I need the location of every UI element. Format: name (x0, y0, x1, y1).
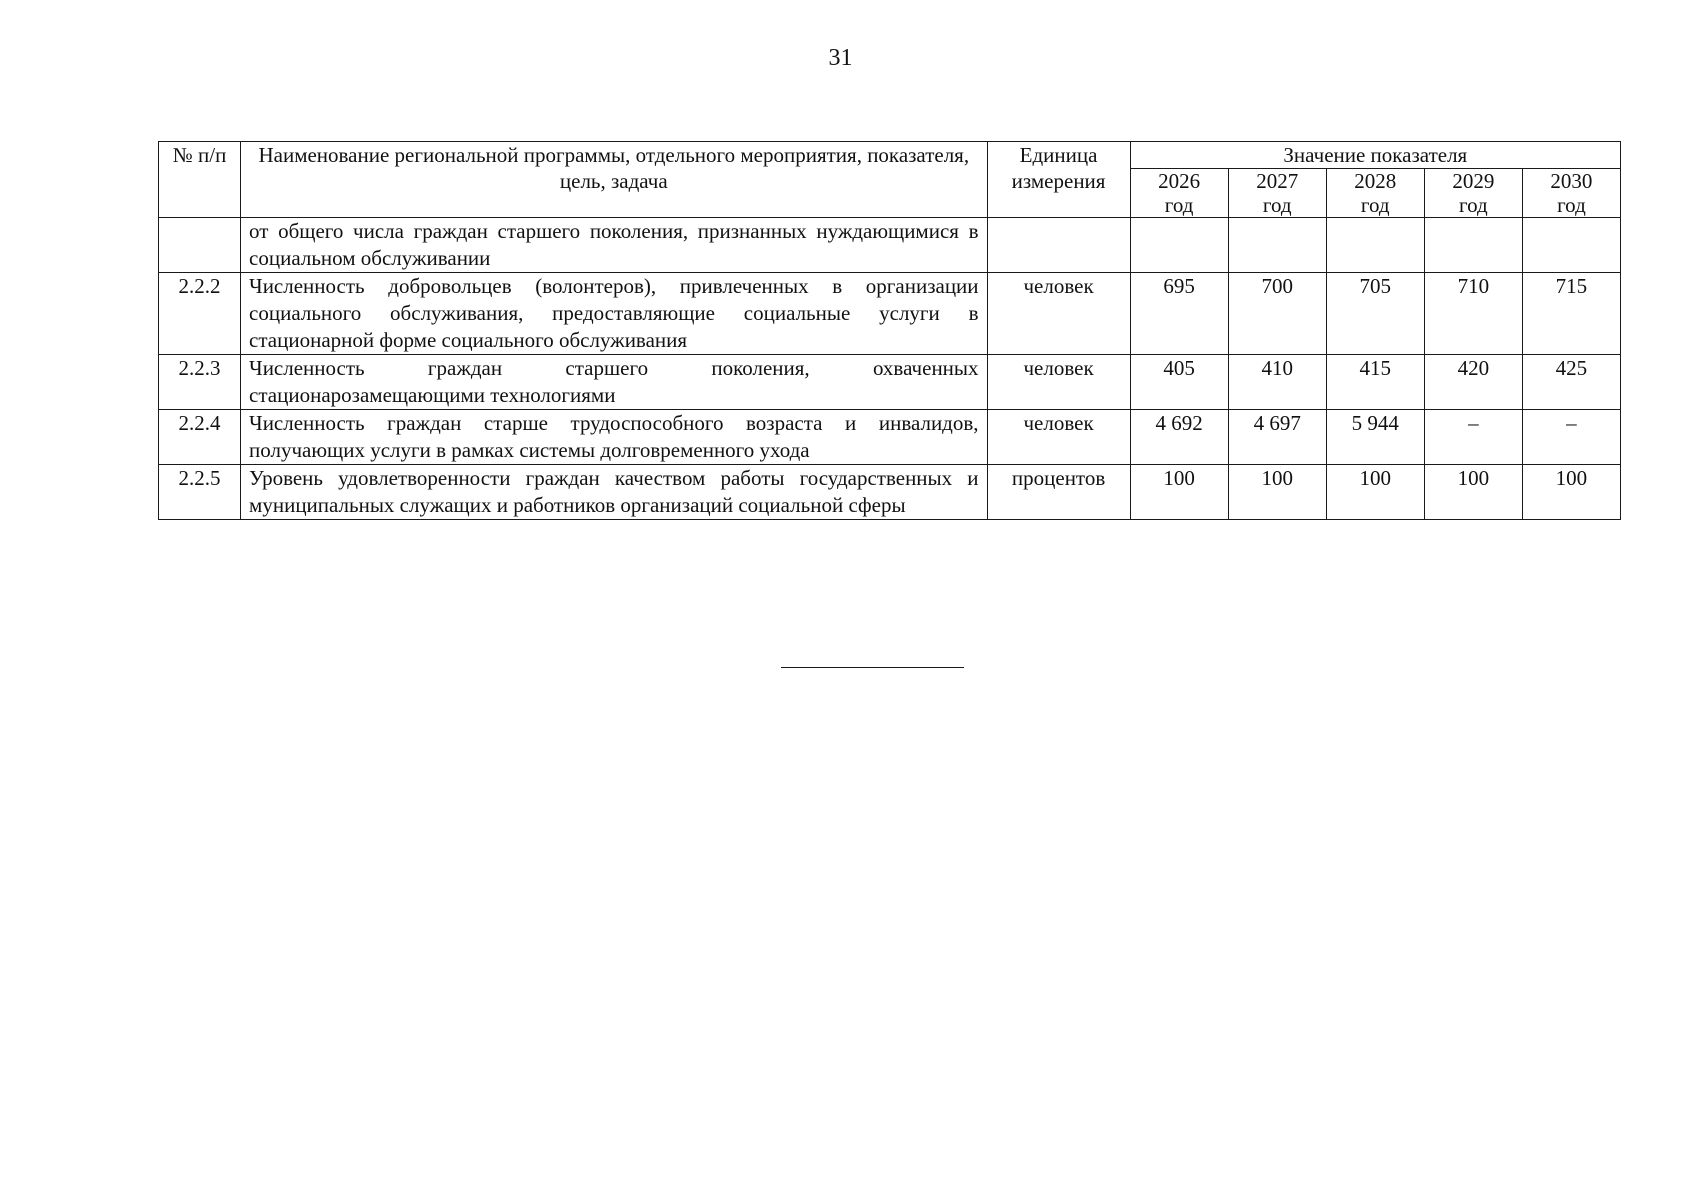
row-name: Уровень удовлетворенности граждан качеством работы государственных и муниципальных служащих и работников организаций социальной сферы (241, 465, 987, 520)
row-value-2027: 100 (1228, 465, 1326, 520)
row-value-2029: – (1424, 410, 1522, 465)
table-row (159, 355, 1621, 410)
header-year-number: 2026 (1158, 169, 1201, 193)
header-num: № п/п (159, 142, 241, 218)
row-value-2028 (1326, 218, 1424, 273)
row-name: Численность граждан старшего поколения, охваченных стационарозамещающими технологиями (241, 355, 987, 410)
row-unit: человек (987, 273, 1130, 355)
header-year-number: 2030 (1550, 169, 1593, 193)
row-num: 2.2.4 (159, 410, 241, 465)
row-value-2028: 705 (1326, 273, 1424, 355)
row-value-2030: – (1522, 410, 1620, 465)
row-value-2026: 405 (1130, 355, 1228, 410)
table-row (159, 410, 1621, 465)
row-value-2030: 425 (1522, 355, 1620, 410)
row-num: 2.2.2 (159, 273, 241, 355)
row-value-2029 (1424, 218, 1522, 273)
row-value-2027: 4 697 (1228, 410, 1326, 465)
header-value-group: Значение показателя (1130, 142, 1620, 169)
row-value-2028: 5 944 (1326, 410, 1424, 465)
row-value-2027: 410 (1228, 355, 1326, 410)
header-year-unit: год (1458, 193, 1488, 217)
row-num: 2.2.3 (159, 355, 241, 410)
header-year-2027 (1228, 169, 1326, 218)
row-unit (987, 218, 1130, 273)
row-value-2030: 100 (1522, 465, 1620, 520)
header-year-2030 (1522, 169, 1620, 218)
header-year-2026 (1130, 169, 1228, 218)
header-year-number: 2028 (1354, 169, 1397, 193)
header-year-number: 2029 (1452, 169, 1495, 193)
row-name: Численность граждан старше трудоспособного возраста и инвалидов, получающих услуги в рамках системы долговременного ухода (241, 410, 987, 465)
row-value-2026: 4 692 (1130, 410, 1228, 465)
row-unit: человек (987, 355, 1130, 410)
row-unit: процентов (987, 465, 1130, 520)
row-value-2026: 695 (1130, 273, 1228, 355)
row-value-2029: 100 (1424, 465, 1522, 520)
header-year-number: 2027 (1256, 169, 1299, 193)
table-row (159, 218, 1621, 273)
row-value-2026: 100 (1130, 465, 1228, 520)
header-row-main (159, 142, 1621, 169)
row-value-2028: 415 (1326, 355, 1424, 410)
closing-rule (781, 667, 964, 668)
page-number: 31 (828, 45, 853, 71)
header-year-2029 (1424, 169, 1522, 218)
header-unit: Единица измерения (987, 142, 1130, 218)
row-value-2029: 710 (1424, 273, 1522, 355)
row-value-2030: 715 (1522, 273, 1620, 355)
indicators-table (158, 141, 1621, 520)
row-unit: человек (987, 410, 1130, 465)
row-value-2026 (1130, 218, 1228, 273)
header-year-unit: год (1164, 193, 1194, 217)
table-row (159, 465, 1621, 520)
row-num (159, 218, 241, 273)
header-name: Наименование региональной программы, отдельного мероприятия, показателя, цель, задача (241, 142, 987, 218)
table-row (159, 273, 1621, 355)
row-name: Численность добровольцев (волонтеров), привлеченных в организации социального обслуживания, предоставляющие социальные услуги в стационарной форме социального обслуживания (241, 273, 987, 355)
row-value-2029: 420 (1424, 355, 1522, 410)
row-name: от общего числа граждан старшего поколения, признанных нуждающимися в социальном обслуживании (241, 218, 987, 273)
row-value-2030 (1522, 218, 1620, 273)
row-value-2027 (1228, 218, 1326, 273)
header-year-unit: год (1262, 193, 1292, 217)
row-value-2027: 700 (1228, 273, 1326, 355)
header-year-2028 (1326, 169, 1424, 218)
row-num: 2.2.5 (159, 465, 241, 520)
header-year-unit: год (1557, 193, 1586, 217)
row-value-2028: 100 (1326, 465, 1424, 520)
header-year-unit: год (1360, 193, 1390, 217)
